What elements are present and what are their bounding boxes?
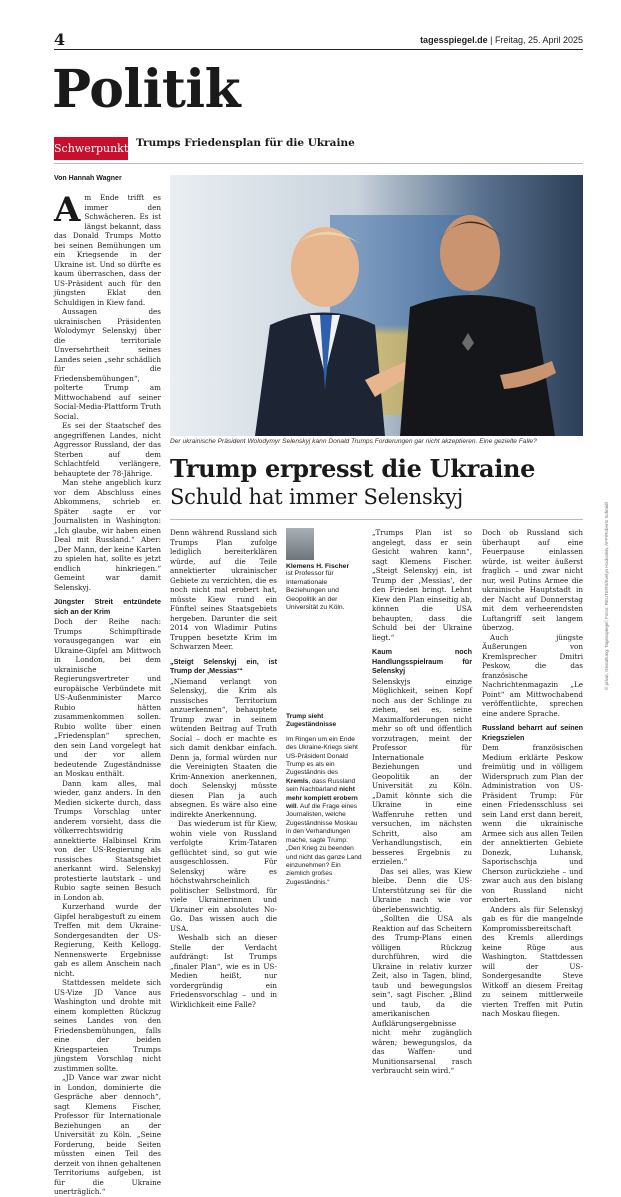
paragraph: „Sollten die USA als Reaktion auf das Scheitern des Trump-Plans einen völligen Rückzug durchführen, wird die Ukraine in relativ kurzer Zeit, also in Tagen, blind, taub und bewegungslos sein“, sagt Fischer. „Blind und taub, da die amerikanischen Aufklärungsergebnisse nicht mehr zugänglich wären; bewegungslos, da das Waffen- und Munitionsarsenal rasch verbraucht sein wird.“ [372,914,472,1075]
paragraph: Doch der Reihe nach: Trumps Schimpftirade vorausgegangen war ein Ukraine-Gipfel am Mittwoch in London, bei dem ukrainische Regierungsvertreter und europäische Verbündete mit US-Außenminister Marco Rubio hätten zusammenkommen sollen. Rubio wollte über einen „Friedensplan“ sprechen, den sein Land vorgelegt hat und der vor allem bedeutende Zugeständnisse an Moskau enthält. [54,617,161,778]
expert-bio: ist Professor für Internationale Beziehungen und Geopolitik an der Universität zu Köln. [286,570,345,612]
photo-illustration [170,175,583,436]
expert-portrait [286,528,314,560]
paragraph: Auch jüngste Äußerungen von Kremlsprecher Dmitri Peskow, die das französische Nachrichtenmagazin „Le Point“ am Mittwochabend veröffentlichte, sprechen eine andere Sprache. [482,632,583,718]
paragraph: Es sei der Staatschef des angegriffenen Landes, nicht Aggressor Russland, der das Sterben auf dem Schlachtfeld verlängere, behauptete der 78-Jährige. [54,421,161,478]
article-column-2 [170,528,277,1009]
drop-cap: A [54,190,81,230]
byline: Von Hannah Wagner [54,175,122,182]
paper-name[interactable]: tagesspiegel.de [420,35,488,45]
paragraph: „Trumps Plan ist so angelegt, dass er sein Gesicht wahren kann“, sagt Klemens Fischer. „Steigt Selenskyj ein, ist Trump der ‚Messias‘, der den Frieden bringt. Lehnt Kiew den Plan einseitig ab, können die USA behaupten, dass die Schuld bei der Ukraine liegt.“ [372,528,472,642]
article-column-4 [482,528,583,1018]
paragraph: Man stehe angeblich kurz vor dem Abschluss eines Abkommens, schrieb er. Später sagte er vor Journalisten in Washington: „Ich glaube, wir haben einen Deal mit Russland.“ Aber: „Der Mann, der keine Karten zu spielen hat, sollte es jetzt endlich hinkriegen.“ Gemeint war damit Selenskyj. [54,478,161,592]
paragraph: Dann kam alles, mal wieder, ganz anders. In den Medien sickerte durch, dass Trumps Vorschlag unter anderem vorsieht, dass die völkerrechtswidrig annektierte Halbinsel Krim von der US-Regierung als russisches Staatsgebiet anerkannt wird. Selenskyj protestierte lautstark – und Rubio sagte seinen Besuch in London ab. [54,778,161,902]
top-rule [54,49,583,50]
paragraph: Doch ob Russland sich überhaupt auf eine Feuerpause einlassen würde, ist weiter äußerst fraglich – und zwar nicht nur, weil Putins Armee die ukrainische Hauptstadt in der Nacht auf Donnerstag mit dem verheerendsten Luftangriff seit langem überzog. [482,528,583,632]
subheading: „Steigt Selenskyj ein, ist Trump der ‚Messias‘“ [170,656,277,675]
paragraph: Das wiederum ist für Kiew, wohin viele von Russland verfolgte Krim-Tataren geflüchtet sind, so gut wie ausgeschlossen. Für Selenskyj wäre es höchstwahrscheinlich politischer Selbstmord, für viele Ukrainerinnen und Ukrainer ein absolutes No-Go. Das wissen auch die USA. [170,819,277,933]
sidebar-title: Trump sieht Zugeständnisse [286,713,337,729]
subheadline: Schuld hat immer Selenskyj [170,485,464,509]
topic-title: Trumps Friedensplan für die Ukraine [136,137,355,149]
topic-bar [54,137,583,160]
headline-rule [170,519,583,520]
paragraph: Kurzerhand wurde der Gipfel herabgestuft zu einem Treffen mit dem Ukraine-Sondergesandten der US-Regierung, Keith Kellogg. Nennenswerte Ergebnisse gab es allem Anschein nach nicht. [54,902,161,978]
sidebar-text-part: , dass Russland sein Nachbarland [286,777,356,794]
news-photo[interactable] [170,175,583,436]
section-title: Politik [52,59,241,120]
paragraph: „Niemand verlangt von Selenskyj, die Krim als russisches Territorium anzuerkennen“, behauptete Trump zwar in seinem wütenden Beitrag auf Truth Social – doch er machte es sich damit denkbar einfach. Denn ja, formal würden nur die Vereinigten Staaten die Krim-Annexion anerkennen, doch Selenskyj müsste diesen Plan ja auch absegnen. Es wäre also eine indirekte Anerkennung. [170,676,277,819]
topic-rule [54,163,583,164]
paragraph: Selenskyjs einzige Möglichkeit, seinen Kopf noch aus der Schlinge zu ziehen, sei es, seine Maximalforderungen nicht mehr so oft und öffentlich vorzutragen, meint der Professor für Internationale Beziehungen und Geopolitik an der Universität zu Köln. „Damit könnte sich die Ukraine in eine Waffenruhe retten und versuchen, im nächsten Schritt, also am Verhandlungstisch, ein besseres Ergebnis zu erzielen.“ [372,676,472,866]
photo-credit: © privat, Gestaltung: Tagesspiegel; Fotos: REUTERS/Evelyn Hockstein, AFP/Roberto Schmidt [604,502,609,690]
paragraph: Das sei alles, was Kiew bleibe. Denn die US-Unterstützung sei für die Ukraine nach wie vor überlebenswichtig. [372,866,472,914]
paragraph: Stattdessen meldete sich US-Vize JD Vance aus Washington und drohte mit einem kompletten Rückzug seines Landes von den Friedensbemühungen, falls eine der beiden Kriegsparteien Trumps jüngstem Vorschlag nicht zustimmen sollte. [54,978,161,1073]
issue-date: Freitag, 25. April 2025 [494,35,583,45]
lead-paragraph: m Ende trifft es immer den Schwächeren. Es ist längst bekannt, dass das Donald Trumps Motto bei seinen Bemühungen um ein Kriegsende in der Ukraine ist. Und so dürfte es kaum überraschen, dass der US-Präsident auch für den jüngsten Eklat den Schuldigen in Kiew fand. [54,193,161,307]
subheading: Russland beharrt auf seinen Kriegszielen [482,723,583,742]
paragraph: Dem französischen Medium erklärte Peskow freimütig und in völligem Widerspruch zum Plan der Administration von US-Präsident Trump: Für einen Friedensschluss sei sein Land erst dann bereit, wenn die ukrainische Armee sich aus allen Teilen der annektierten Gebiete Donezk, Luhansk, Saporischschja und Cherson zurückziehe – und zwar auch aus den bislang von Russland nicht eroberten. [482,743,583,904]
photo-caption: Der ukrainische Präsident Wolodymyr Selenskyj kann Donald Trumps Forderungen gar nicht akzeptieren. Eine gezielte Falle? [170,438,537,445]
headline: Trump erpresst die Ukraine [170,454,536,483]
topic-tag[interactable]: Schwerpunkt [54,137,128,160]
paragraph: Weshalb sich an dieser Stelle der Verdacht aufdrängt: Ist Trumps „finaler Plan“, wie es in US-Medien heißt, nur vordergründig ein Friedensvorschlag – und in Wirklichkeit eine Falle? [170,933,277,1009]
expert-box [286,528,364,613]
expert-name: Klemens H. Fischer [286,563,350,570]
paragraph: Aussagen des ukrainischen Präsidenten Wolodymyr Selenskyj über die territoriale Unversehrtheit seines Landes seien „sehr schädlich für die Friedensbemühungen“, polterte Trump am Mittwochabend auf seiner Social-Media-Plattform Truth Social. [54,307,161,421]
page-number: 4 [54,30,66,49]
paragraph: „JD Vance war zwar nicht in London, dominierte die Gespräche aber dennoch“, sagt Klemens Fischer, Professor für Internationale Beziehungen an der Universität zu Köln. „Seine Forderung, beide Seiten müssten einen Teil des derzeit von ihnen gehaltenen Territoriums aufgeben, ist für die Ukraine unerträglich.“ [54,1073,161,1196]
sidebar-text [286,736,362,887]
sidebar-bold: Kremls [286,777,309,785]
sidebar-box [286,713,362,887]
masthead: tagesspiegel.de | Freitag, 25. April 2025 [420,35,583,45]
article-column-1 [54,190,161,1196]
sidebar-bold: nicht mehr komplett erobern will [286,786,358,811]
article-column-3 [372,528,472,1075]
sidebar-text-part: . Auf die Frage eines Journalisten, welche Zugeständnisse Moskau in den Verhandlungen mache, sagte Trump: „Den Krieg zu beenden und nicht das ganze Land einzunehmen? Ein ziemlich großes Zugeständnis.“ [286,803,362,886]
subheading: Kaum noch Handlungsspielraum für Selenskyj [372,647,472,675]
subheading: Jüngster Streit entzündete sich an der Krim [54,597,161,616]
paragraph: Denn während Russland sich Trumps Plan zufolge lediglich bereiterklären würde, auf die Teile annektierter ukrainischer Gebiete zu verzichten, die es noch nicht mal erobert hat, müsste Kiew rund ein Fünftel seines Staatsgebiets hergeben. Darunter die seit 2014 von Wladimir Putins Truppen besetzte Krim im Schwarzen Meer. [170,528,277,651]
paragraph: Anders als für Selenskyj gab es für die mangelnde Kompromissbereitschaft des Kremls allerdings keine Rüge aus Washington. Stattdessen will der US-Sondergesandte Steve Witkoff an diesem Freitag zu seinem mittlerweile vierten Treffen mit Putin nach Moskau fliegen. [482,904,583,1018]
sidebar-text-part: Im Ringen um ein Ende des Ukraine-Kriegs sieht US-Präsident Donald Trump es als ein Zugeständnis des [286,735,358,777]
